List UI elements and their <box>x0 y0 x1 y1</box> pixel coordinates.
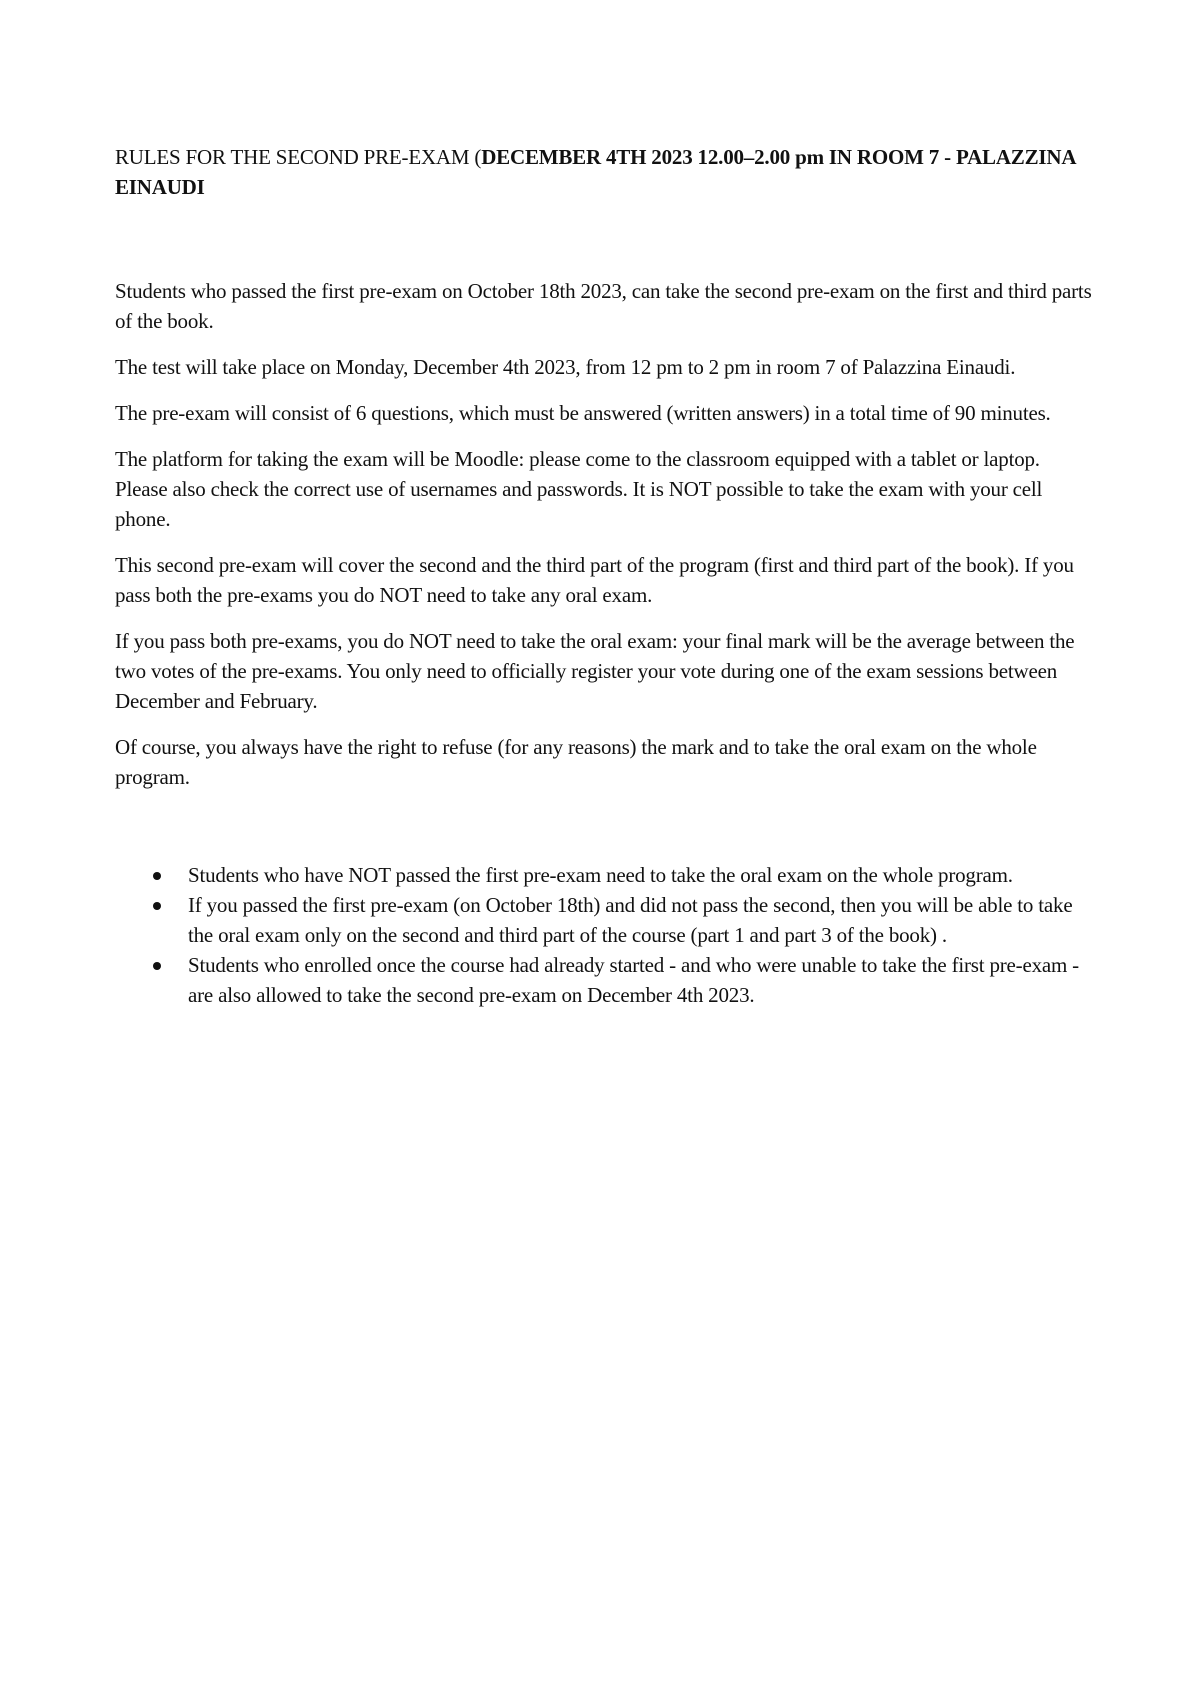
list-item-text: If you passed the first pre-exam (on October 18th) and did not pass the second, then you will be able to take the oral exam only on the second and third part of the course (part 1 and part 3 of the book) . <box>188 893 1073 947</box>
bullet-icon <box>153 872 161 880</box>
title-text: RULES FOR THE SECOND PRE-EXAM ( <box>115 145 482 169</box>
list-item <box>115 860 1095 890</box>
paragraph-schedule: The test will take place on Monday, December 4th 2023, from 12 pm to 2 pm in room 7 of Palazzina Einaudi. <box>115 355 1016 379</box>
title-bold-text: DECEMBER 4TH 2023 12.00–2.00 pm IN ROOM 7 - PALAZZINA EINAUDI <box>115 145 1076 199</box>
document-body <box>115 142 1095 1010</box>
bullet-icon <box>153 962 161 970</box>
list-item-text: Students who have NOT passed the first pre-exam need to take the oral exam on the whole program. <box>188 863 1013 887</box>
list-item <box>115 950 1095 1010</box>
bullet-icon <box>153 902 161 910</box>
paragraph-refusal: Of course, you always have the right to refuse (for any reasons) the mark and to take the oral exam on the whole program. <box>115 735 1037 789</box>
list-item <box>115 890 1095 950</box>
page-title <box>115 142 1095 202</box>
paragraph-eligibility: Students who passed the first pre-exam on October 18th 2023, can take the second pre-exam on the first and third parts of the book. <box>115 279 1092 333</box>
paragraph-format: The pre-exam will consist of 6 questions, which must be answered (written answers) in a total time of 90 minutes. <box>115 401 1051 425</box>
bullet-list <box>115 860 1095 1010</box>
paragraph-platform: The platform for taking the exam will be Moodle: please come to the classroom equipped with a tablet or laptop. Please also check the correct use of usernames and passwords. It is NOT possible to take the exam with your cell phone. <box>115 447 1043 531</box>
paragraph-final-mark: If you pass both pre-exams, you do NOT need to take the oral exam: your final mark will be the average between the two votes of the pre-exams. You only need to officially register your vote during one of the exam sessions between December and February. <box>115 629 1075 713</box>
paragraph-coverage: This second pre-exam will cover the second and the third part of the program (first and third part of the book). If you pass both the pre-exams you do NOT need to take any oral exam. <box>115 553 1074 607</box>
list-item-text: Students who enrolled once the course had already started - and who were unable to take the first pre-exam - are also allowed to take the second pre-exam on December 4th 2023. <box>188 953 1079 1007</box>
